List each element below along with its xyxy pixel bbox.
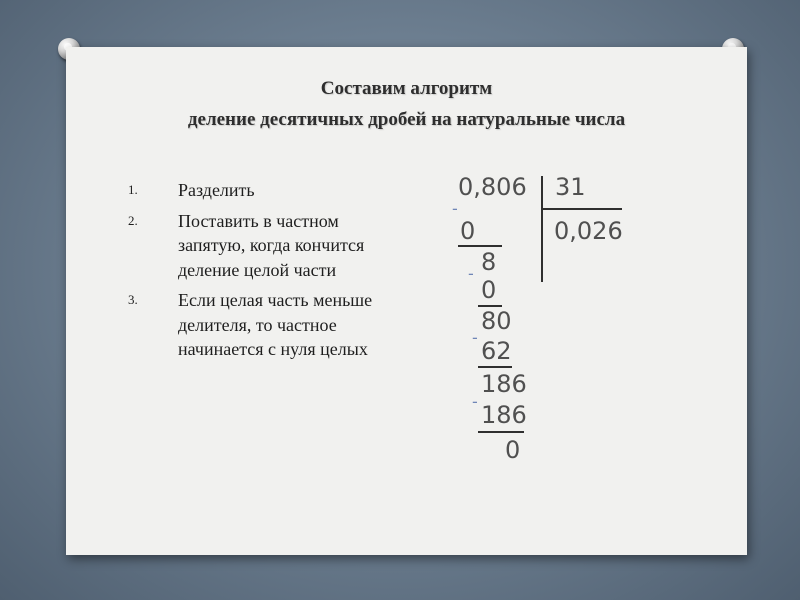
division-step-value: 8 <box>481 248 497 276</box>
slide-title-line-2: деление десятичных дробей на натуральные числа <box>187 109 626 130</box>
algorithm-step <box>128 288 388 362</box>
division-remainder: 0 <box>505 436 521 464</box>
division-step-value: 186 <box>481 401 527 429</box>
minus-sign: - <box>468 264 474 283</box>
quotient: 0,026 <box>554 217 623 245</box>
division-step-value: 0 <box>460 217 476 245</box>
step-text: Разделить <box>178 180 255 200</box>
step-number: 3. <box>128 292 138 307</box>
algorithm-steps-list <box>128 178 388 368</box>
division-step-value: 62 <box>481 337 512 365</box>
division-step-value: 186 <box>481 370 527 398</box>
step-number: 1. <box>128 182 138 197</box>
minus-sign: - <box>472 392 478 411</box>
dividend: 0,806 <box>458 173 527 201</box>
algorithm-step <box>128 178 388 203</box>
division-step-value: 80 <box>481 307 512 335</box>
step-number: 2. <box>128 212 138 228</box>
step-text: Поставить в частном запятую, когда кончится деление целой части <box>178 210 365 280</box>
minus-sign: - <box>472 328 478 347</box>
minus-sign: - <box>452 199 458 218</box>
divisor: 31 <box>555 173 586 201</box>
step-text: Если целая часть меньше делителя, то частное начинается с нуля целых <box>178 290 373 359</box>
division-step-value: 0 <box>481 276 497 304</box>
slide-title-line-1: Составим алгоритм <box>320 78 493 99</box>
algorithm-step <box>128 209 388 283</box>
